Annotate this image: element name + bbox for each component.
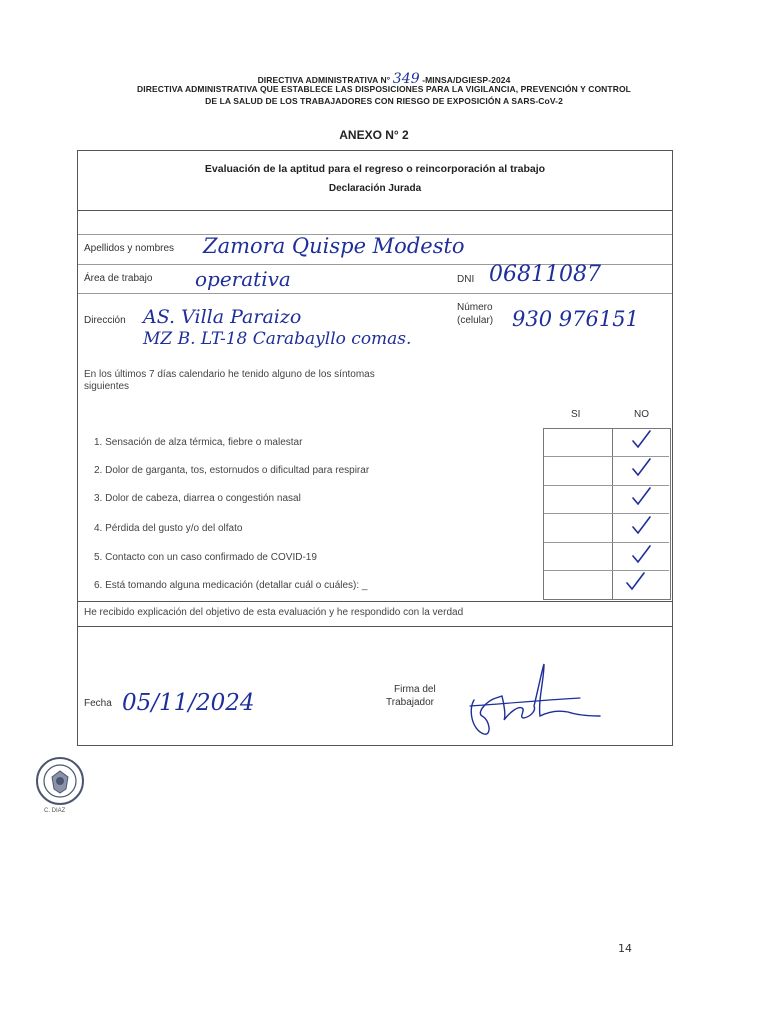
form-title: Evaluación de la aptitud para el regreso o reincorporación al trabajo (204, 163, 546, 175)
dni-value: 06811087 (489, 262, 601, 287)
name-value: Zamora Quispe Modesto (203, 234, 465, 258)
directive-prefix: DIRECTIVA ADMINISTRATIVA N° (257, 75, 391, 85)
annex-title: ANEXO N° 2 (339, 128, 409, 142)
question-item: 3. Dolor de cabeza, diarrea o congestión nasal (94, 493, 301, 504)
dni-label: DNI (457, 274, 475, 285)
signature-label-2: Trabajador (386, 697, 434, 708)
checkmark-icon (630, 456, 652, 478)
divider (78, 210, 672, 211)
page-number: 14 (618, 942, 632, 955)
checkmark-icon (624, 570, 646, 592)
question-item: 5. Contacto con un caso confirmado de COVID-19 (94, 552, 317, 563)
address-label: Dirección (84, 315, 126, 326)
column-si: SI (571, 409, 581, 420)
directive-title-line-2: DE LA SALUD DE LOS TRABAJADORES CON RIESGO DE EXPOSICIÓN A SARS-CoV-2 (205, 96, 563, 106)
directive-suffix: -MINSA/DGIESP-2024 (422, 75, 511, 85)
divider (78, 293, 672, 294)
stamp-text: C. DIAZ (44, 808, 66, 814)
date-value: 05/11/2024 (122, 690, 255, 716)
checkmark-icon (630, 543, 652, 565)
form-subtitle: Declaración Jurada (328, 183, 422, 194)
symptoms-intro: En los últimos 7 días calendario he tenido alguno de los síntomas siguientes (84, 369, 375, 392)
phone-value: 930 976151 (512, 307, 639, 331)
directive-number: 349 (392, 71, 420, 87)
question-item: 2. Dolor de garganta, tos, estornudos o dificultad para respirar (94, 465, 370, 476)
grid-row-line (544, 570, 669, 571)
column-no: NO (634, 409, 649, 420)
question-item: 6. Está tomando alguna medicación (detallar cuál o cuáles): _ (94, 580, 368, 591)
area-value: operativa (195, 267, 291, 291)
phone-label-1: Número (457, 302, 493, 313)
name-label: Apellidos y nombres (84, 243, 175, 254)
signature-label-1: Firma del (394, 684, 436, 695)
checkmark-icon (630, 485, 652, 507)
checkmark-icon (630, 514, 652, 536)
address-line-2: MZ B. LT-18 Carabayllo comas. (143, 329, 412, 349)
divider (78, 626, 672, 627)
divider (78, 601, 672, 602)
question-item: 4. Pérdida del gusto y/o del olfato (94, 523, 243, 534)
area-label: Área de trabajo (84, 273, 153, 284)
signature-image (462, 660, 602, 740)
directive-title-line-1: DIRECTIVA ADMINISTRATIVA QUE ESTABLECE LAS DISPOSICIONES PARA LA VIGILANCIA, PREVENCIÓN Y CONTROL (137, 84, 631, 94)
date-label: Fecha (84, 698, 112, 709)
address-line-1: AS. Villa Paraizo (143, 306, 302, 328)
question-item: 1. Sensación de alza térmica, fiebre o malestar (94, 437, 303, 448)
truthfulness-statement: He recibido explicación del objetivo de esta evaluación y he respondido con la verdad (84, 607, 464, 618)
phone-label-2: (celular) (457, 315, 494, 326)
checkmark-icon (630, 428, 652, 450)
